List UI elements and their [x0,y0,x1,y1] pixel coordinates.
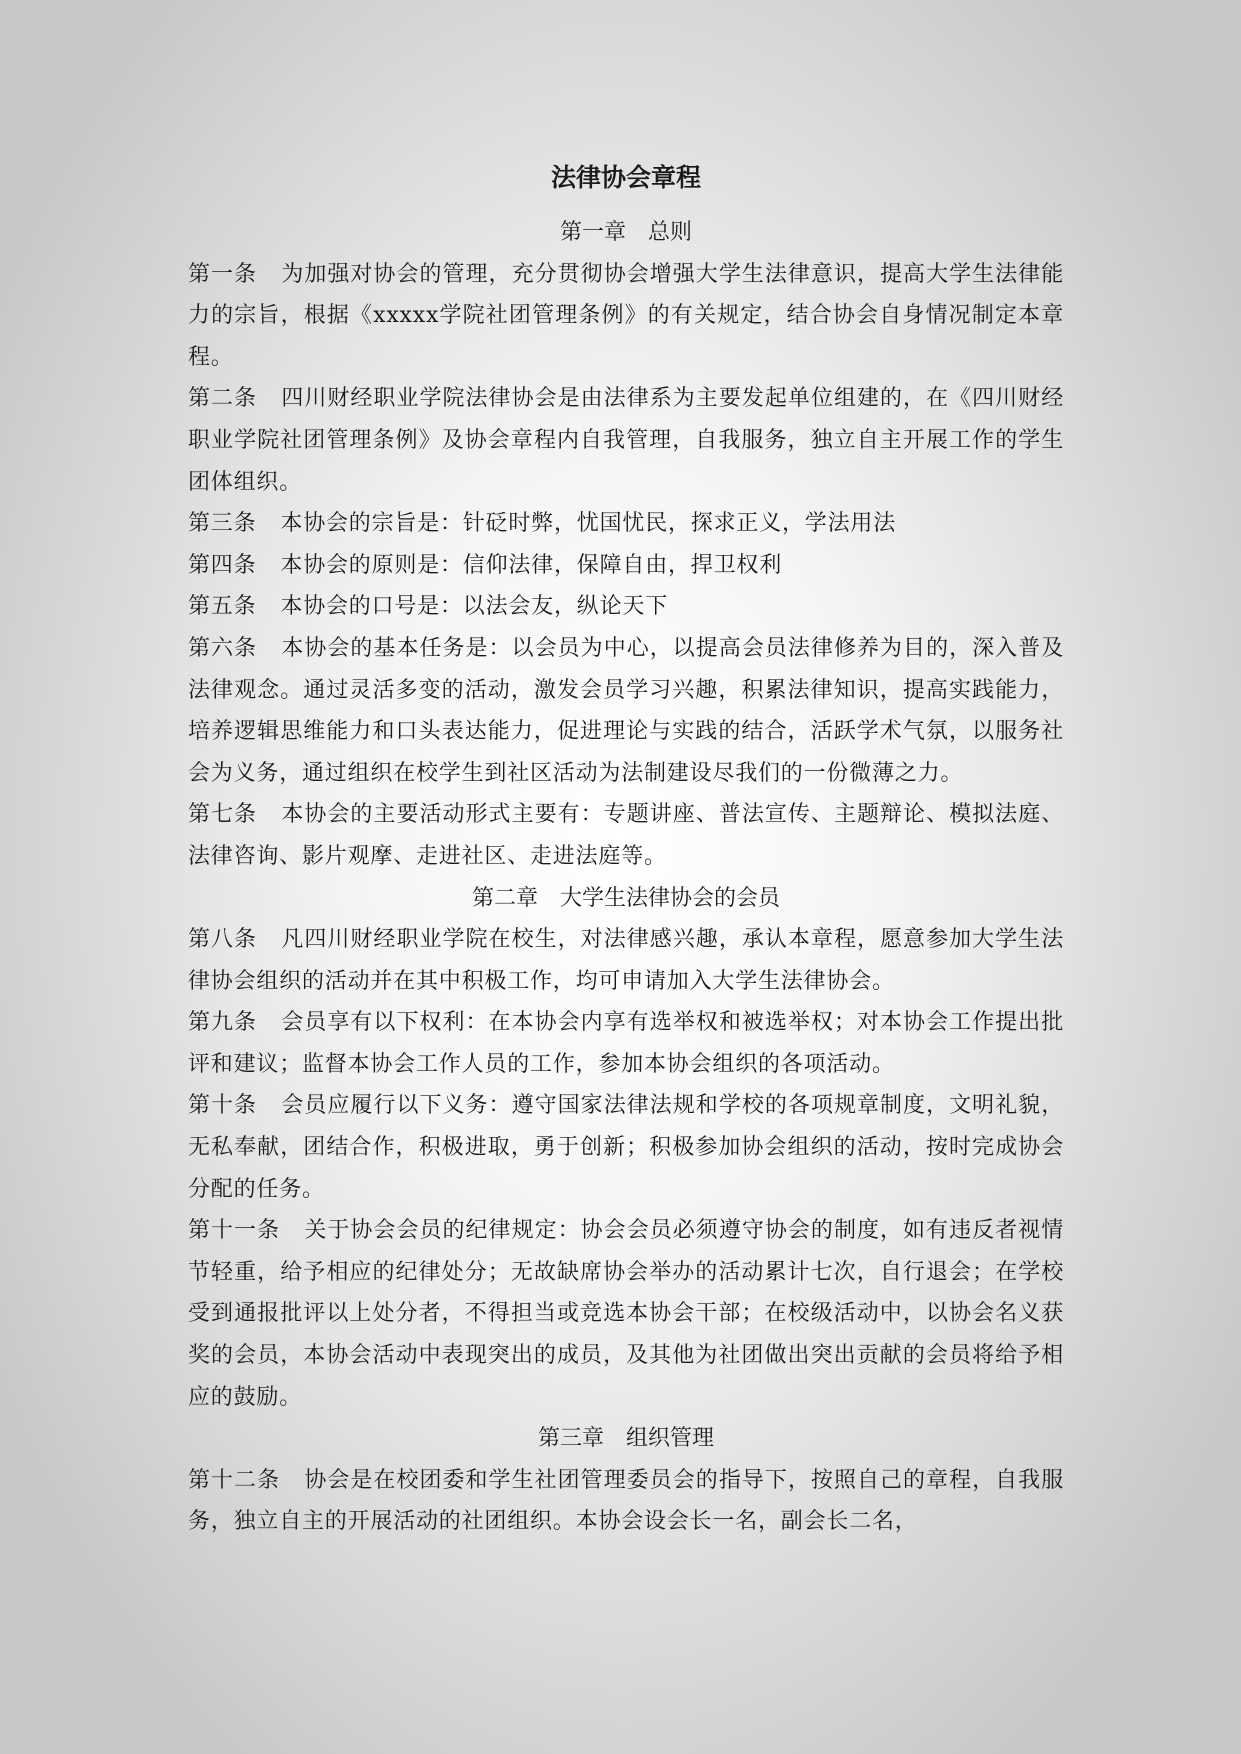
article-label: 第二条 [188,386,258,412]
article-text: 凡四川财经职业学院在校生，对法律感兴趣，承认本章程，愿意参加大学生法律协会组织的活动并在其中积极工作，均可申请加入大学生法律协会。 [188,927,1065,994]
article-label: 第八条 [188,927,258,953]
article-label: 第七条 [188,802,258,828]
article-text: 本协会的口号是：以法会友，纵论天下 [280,594,669,620]
article-3 [188,503,1064,545]
article-4 [188,545,1064,587]
article-label: 第四条 [188,552,257,578]
article-text: 四川财经职业学院法律协会是由法律系为主要发起单位组建的，在《四川财经职业学院社团管理条例》及协会章程内自我管理，自我服务，独立自主开展工作的学生团体组织。 [188,386,1065,495]
article-text: 关于协会会员的纪律规定：协会会员必须遵守协会的制度，如有违反者视情节轻重，给予相应的纪律处分；无故缺席协会举办的活动累计七次，自行退会；在学校受到通报批评以上处分者，不得担当或竞选本协会干部；在校级活动中，以协会名义获奖的会员，本协会活动中表现突出的成员，及其他为社团做出突出贡献的会员将给予相应的鼓励。 [188,1218,1064,1410]
document-title: 法律协会章程 [550,163,701,192]
article-label: 第六条 [188,635,258,661]
article-text: 本协会的主要活动形式主要有：专题讲座、普法宣传、主题辩论、模拟法庭、法律咨询、影片观摩、走进社区、走进法庭等。 [188,802,1065,869]
document-body [188,160,1064,1543]
article-label: 第一条 [188,261,258,287]
article-label: 第十一条 [188,1218,281,1244]
article-8 [188,919,1064,1002]
chapter-heading: 第一章 总则 [559,220,692,245]
article-text: 本协会的基本任务是：以会员为中心，以提高会员法律修养为目的，深入普及法律观念。通过灵活多变的活动，激发会员学习兴趣，积累法律知识，提高实践能力，培养逻辑思维能力和口头表达能力，促进理论与实践的结合，活跃学术气氛，以服务社会为义务，通过组织在校学生到社区活动为法制建设尽我们的一份微薄之力。 [188,635,1065,786]
chapter-heading: 第三章 组织管理 [537,1426,714,1452]
article-11 [188,1210,1064,1418]
article-label: 第九条 [188,1010,258,1036]
article-text: 会员应履行以下义务：遵守国家法律法规和学校的各项规章制度，文明礼貌，无私奉献，团结合作，积极进取，勇于创新；积极参加协会组织的活动，按时完成协会分配的任务。 [188,1093,1065,1202]
article-2 [188,378,1064,503]
article-9 [188,1002,1064,1085]
article-10 [188,1085,1064,1210]
article-text: 本协会的宗旨是：针砭时弊，忧国忧民，探求正义，学法用法 [280,511,897,537]
chapter-heading: 第二章 大学生法律协会的会员 [471,885,780,911]
article-7 [188,794,1064,877]
article-12 [188,1460,1064,1543]
article-label: 第十条 [188,1093,258,1119]
article-6 [188,628,1064,794]
article-text: 协会是在校团委和学生社团管理委员会的指导下，按照自己的章程，自我服务，独立自主的开展活动的社团组织。本协会设会长一名，副会长二名， [188,1467,1064,1535]
article-label: 第十二条 [188,1467,281,1493]
article-5 [188,586,1064,628]
article-label: 第三条 [188,511,257,537]
article-text: 为加强对协会的管理，充分贯彻协会增强大学生法律意识，提高大学生法律能力的宗旨，根据《xxxxx学院社团管理条例》的有关规定，结合协会自身情况制定本章程。 [188,261,1065,370]
article-text: 本协会的原则是：信仰法律，保障自由，捍卫权利 [280,552,783,578]
article-1 [188,254,1064,379]
article-text: 会员享有以下权利：在本协会内享有选举权和被选举权；对本协会工作提出批评和建议；监督本协会工作人员的工作，参加本协会组织的各项活动。 [188,1010,1065,1077]
article-label: 第五条 [188,594,257,620]
